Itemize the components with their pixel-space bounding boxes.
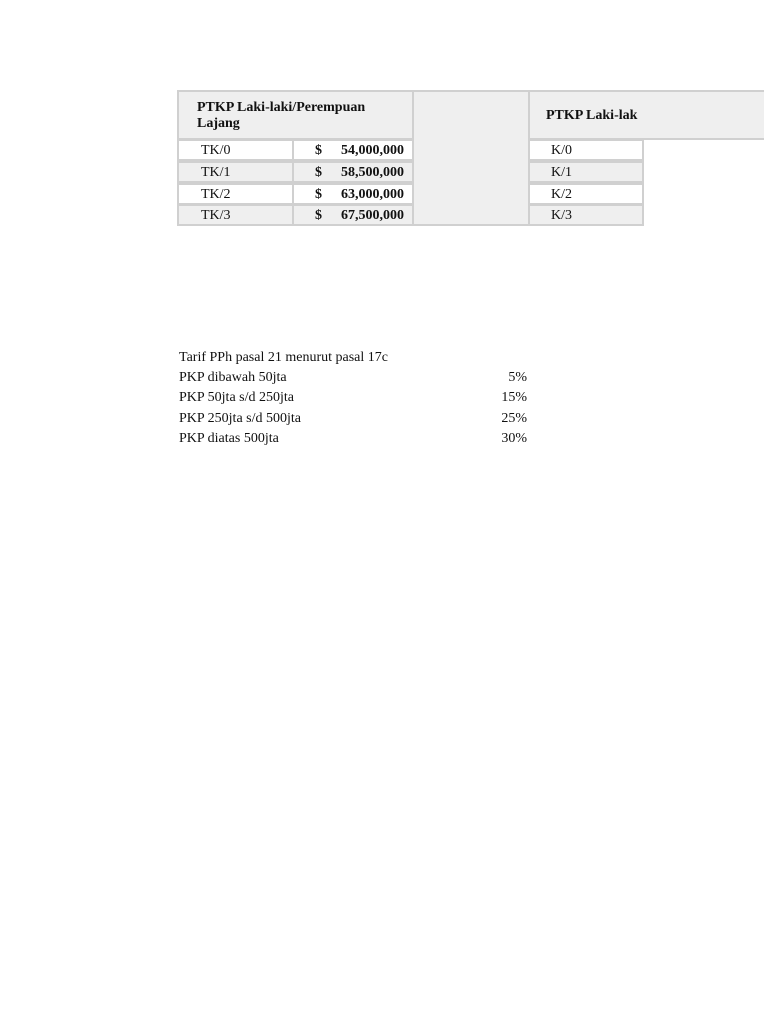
ptkp-single-code-cell: TK/1 — [177, 161, 294, 183]
ptkp-single-code-cell: TK/3 — [177, 204, 294, 226]
ptkp-single-code-cell: TK/0 — [177, 139, 294, 161]
amount-value: 54,000,000 — [341, 143, 404, 158]
ptkp-single-amount-cell — [292, 161, 414, 183]
ptkp-single-amount-cell — [292, 139, 414, 161]
currency-symbol: $ — [315, 143, 322, 158]
tariff-label: PKP 250jta s/d 500jta — [179, 411, 301, 426]
amount-value: 58,500,000 — [341, 165, 404, 180]
tariff-rate: 30% — [501, 431, 527, 446]
currency-symbol: $ — [315, 208, 322, 223]
tariff-title: Tarif PPh pasal 21 menurut pasal 17c — [179, 350, 388, 365]
tariff-rate: 15% — [501, 390, 527, 405]
ptkp-married-code-cell: K/0 — [528, 139, 644, 161]
currency-symbol: $ — [315, 165, 322, 180]
ptkp-single-amount-cell — [292, 183, 414, 205]
separator-column — [412, 90, 530, 226]
tariff-label: PKP dibawah 50jta — [179, 370, 287, 385]
amount-value: 67,500,000 — [341, 208, 404, 223]
ptkp-married-code-cell: K/3 — [528, 204, 644, 226]
ptkp-single-header: PTKP Laki-laki/Perempuan Lajang — [177, 90, 414, 140]
amount-value: 63,000,000 — [341, 187, 404, 202]
tariff-rate: 5% — [508, 370, 527, 385]
tariff-rate: 25% — [501, 411, 527, 426]
ptkp-married-code-cell: K/1 — [528, 161, 644, 183]
ptkp-single-amount-cell — [292, 204, 414, 226]
ptkp-single-code-cell: TK/2 — [177, 183, 294, 205]
currency-symbol: $ — [315, 187, 322, 202]
tariff-label: PKP diatas 500jta — [179, 431, 279, 446]
tariff-label: PKP 50jta s/d 250jta — [179, 390, 294, 405]
ptkp-married-header: PTKP Laki-lak — [528, 90, 764, 140]
ptkp-married-code-cell: K/2 — [528, 183, 644, 205]
